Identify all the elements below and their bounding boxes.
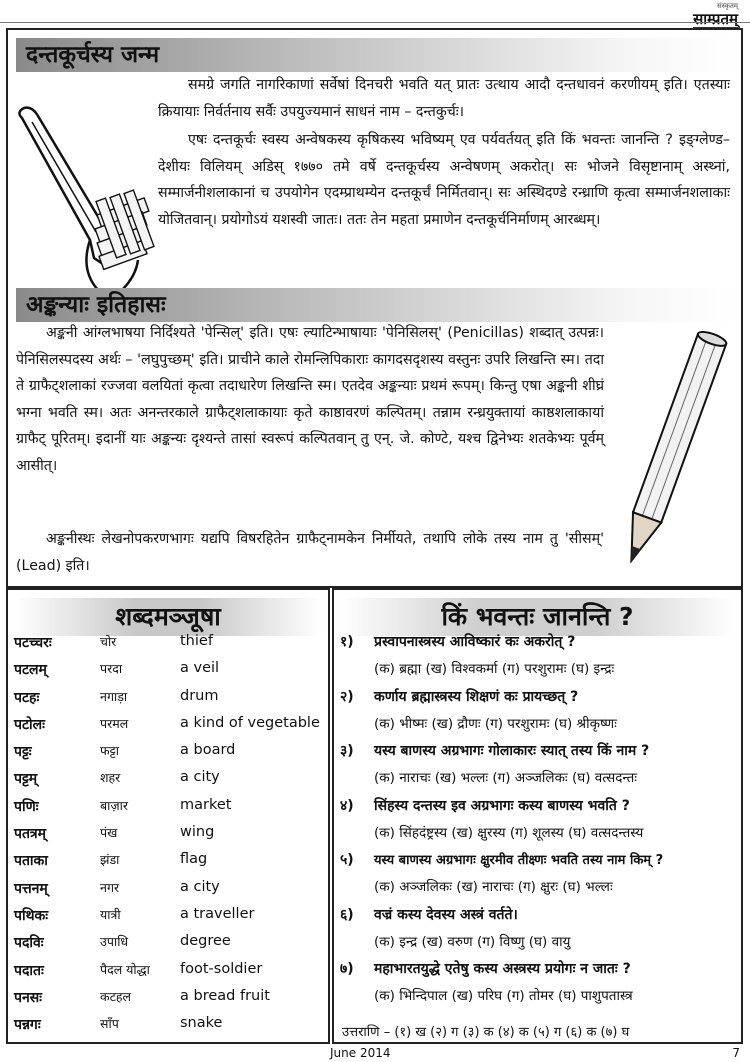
toothbrush-icon — [10, 80, 160, 300]
question-number: ७) — [340, 961, 354, 977]
section1-para2: एषः दन्तकूर्चः स्वस्य अन्वेषकस्य कृषिकस्य भविष्यम् एव पर्यवर्तयत् इति किं भवन्तः जानन्ति ? इङ्ग्लेण्ड–देशीयः विलियम् अडिस् १७७० तमे वर्षे दन्तकूर्चस्य अन्वेषणम् अकरोत्। सः भोजने विसृष्टानाम् अस्थ्नां, सम्मार्जनीशलाकानां च उपयोगेन एदम्प्राथम्येन दन्तकूर्चं निर्मितवान्। सः अस्थिदण्डे रन्ध्राणि कृत्वा सम्मार्जनशलाकाः योजितवान्। प्रयोगोऽयं यशस्वी जातः। ततः तेन महता प्रमाणेन दन्तकूर्चनिर्माणम् आरब्धम्। — [158, 132, 730, 228]
question-text: सिंहस्य दन्तस्य इव अग्रभागः कस्य बाणस्य भवति ? — [374, 797, 630, 814]
quiz-question — [340, 739, 737, 794]
masthead — [693, 2, 738, 28]
page-footer — [0, 1044, 750, 1062]
articles-panel — [6, 28, 743, 588]
quiz-list — [340, 630, 737, 1012]
vocab-word: पट्टम् — [14, 771, 38, 788]
vocab-hindi: फट्टा — [100, 743, 119, 759]
section1-para1: समग्रे जगति नागरिकाणां सर्वेषां दिनचरी भवति यत् प्रातः उत्थाय आदौ दन्तधावनं करणीयम् इति। एतस्याः क्रियायाः निर्वर्तनाय सर्वैः उपयुज्यमानं साधनं नाम – दन्तकुर्चः। — [158, 77, 730, 120]
vocab-hindi: पैदल योद्धा — [100, 961, 150, 977]
vocab-hindi: उपाधि — [100, 934, 129, 950]
vocab-hindi: चोर — [100, 634, 117, 649]
vocab-english: a bread fruit — [180, 987, 270, 1004]
section2-title: अङ्कन्याः इतिहासः — [16, 288, 736, 322]
vocab-word: पदविः — [14, 935, 44, 952]
vocabulary-title: शब्दमञ्जूषा — [14, 598, 322, 636]
vocab-word: पनसः — [14, 989, 43, 1006]
question-number: १) — [340, 634, 354, 650]
vocab-word: पदातः — [14, 962, 44, 979]
vocab-english: a board — [180, 742, 236, 759]
vocab-word: पटहः — [14, 689, 40, 706]
quiz-question — [340, 630, 737, 685]
vocab-hindi: साँप — [100, 1016, 119, 1032]
vocab-hindi: नगाड़ा — [100, 688, 128, 704]
question-text: वज्रं कस्य देवस्य अस्त्रं वर्तते। — [374, 906, 518, 923]
vocab-english: snake — [180, 1015, 223, 1032]
section1-title: दन्तकूर्चस्य जन्म — [16, 38, 736, 72]
vocab-word: पट्टः — [14, 744, 32, 761]
vocab-hindi: नगर — [100, 879, 120, 895]
vocab-english: market — [180, 796, 232, 813]
vocab-word: पटोलः — [14, 716, 45, 733]
question-text: यस्य बाणस्य अग्रभागः गोलाकारः स्यात् तस्य किं नाम ? — [374, 743, 650, 759]
vocab-word: पटलम् — [14, 662, 47, 679]
header-rule — [0, 22, 750, 23]
question-options: (क) सिंहदंष्ट्रस्य (ख) क्षुरस्य (ग) शूलस्य (घ) वत्सदन्तस्य — [374, 824, 644, 841]
pencil-icon — [612, 322, 732, 582]
quiz-question — [340, 957, 737, 1012]
vocab-word: पन्नगः — [14, 1017, 41, 1034]
question-text: महाभारतयुद्धे एतेषु कस्य अस्त्रस्य प्रयोगः न जातः ? — [374, 961, 631, 977]
vocab-word: पताका — [14, 853, 48, 870]
question-number: ६) — [340, 906, 354, 923]
vocab-hindi: शहर — [100, 770, 121, 786]
question-number: २) — [340, 688, 354, 705]
vocab-english: a kind of vegetable — [180, 714, 320, 731]
quiz-box — [332, 588, 743, 1044]
quiz-question — [340, 685, 737, 740]
vocab-hindi: पंख — [100, 825, 118, 841]
question-options: (क) अञ्जलिकः (ख) नाराचः (ग) क्षुरः (घ) भल्लः — [374, 879, 613, 895]
vocab-english: a traveller — [180, 905, 255, 922]
question-options: (क) भिन्दिपाल (ख) परिघ (ग) तोमर (घ) पाशुपतास्त्र — [374, 988, 633, 1004]
vocabulary-box — [6, 588, 330, 1044]
quiz-answers: उत्तराणि – (१) ख (२) ग (३) क (४) क (५) ग (६) क (७) घ — [342, 1025, 630, 1040]
quiz-title: किं भवन्तः जानन्ति ? — [340, 598, 735, 636]
vocab-word: पटच्चरः — [14, 635, 52, 651]
vocab-hindi: झंडा — [100, 852, 120, 868]
vocab-word: पणिः — [14, 798, 39, 815]
vocab-hindi: परमल — [100, 715, 129, 731]
vocab-hindi: बाज़ार — [100, 797, 129, 813]
question-options: (क) ब्रह्मा (ख) विश्वकर्मा (ग) परशुरामः (घ) इन्द्रः — [374, 661, 615, 677]
vocab-english: a veil — [180, 660, 220, 677]
quiz-question — [340, 848, 737, 903]
quiz-question — [340, 903, 737, 958]
masthead-title: साम्प्रतम् — [693, 10, 738, 28]
vocab-english: thief — [180, 633, 213, 649]
vocab-hindi: यात्री — [100, 906, 121, 922]
question-number: ४) — [340, 797, 354, 814]
vocab-hindi: परदा — [100, 661, 123, 677]
vocab-word: पत्तनम् — [14, 880, 48, 897]
vocab-english: degree — [180, 933, 231, 950]
vocab-hindi: कटहल — [100, 988, 132, 1004]
question-options: (क) नाराचः (ख) भल्लः (ग) अञ्जलिकः (घ) वत्सदन्तः — [374, 770, 637, 786]
vocab-word: पतत्रम् — [14, 826, 47, 843]
section2-para2: अङ्कनीस्थः लेखनोपकरणभागः यद्यपि विषरहितेन ग्राफैट्नामकेन निर्मीयते, तथापि लोके तस्य नाम तु 'सीसम्' (Lead) इति। — [16, 531, 604, 574]
question-text: कर्णाय ब्रह्मास्त्रस्य शिक्षणं कः प्रायच्छत् ? — [374, 688, 579, 705]
question-text: प्रस्वापनास्त्रस्य आविष्कारं कः अकरोत् ? — [374, 634, 576, 650]
question-options: (क) इन्द्र (ख) वरुण (ग) विष्णु (घ) वायु — [374, 933, 571, 950]
vocab-english: wing — [180, 824, 215, 841]
page-number: 7 — [732, 1046, 740, 1060]
masthead-small: संस्कृतम् — [716, 2, 738, 10]
vocab-english: a city — [180, 878, 220, 895]
vocab-word: पथिकः — [14, 907, 49, 924]
issue-date: June 2014 — [330, 1046, 391, 1060]
question-text: यस्य बाणस्य अग्रभागः क्षुरमीव तीक्ष्णः भवति तस्य नाम किम् ? — [374, 853, 664, 868]
question-options: (क) भीष्मः (ख) द्रौणः (ग) परशुरामः (घ) श्रीकृष्णः — [374, 715, 617, 732]
vocab-english: drum — [180, 687, 219, 704]
quiz-question — [340, 794, 737, 849]
section2-para1: अङ्कनी आंग्लभाषया निर्दिश्यते 'पेन्सिल्' इति। एषः ल्याटिन्भाषायाः 'पेनिसिलस्' (Penicillas) शब्दात् उत्पन्नः। पेनिसिलस्पदस्य अर्थः – 'लघुपुच्छम्' इति। प्राचीने काले रोमन्लिपिकाराः कागदसदृशस्य वस्तुनः उपरि लिखन्ति स्म। तदा ते ग्राफैट्शलाकां रज्जवा वलयितां कृत्वा तदाधारेण लिखन्ति स्म। एतदेव अङ्कन्याः प्रथमं रूपम्। किन्तु एषा अङ्कनी शीघ्रं भग्ना भवति स्म। अतः अनन्तरकाले ग्राफैट्शलाकायाः कृते काष्ठावरणं कल्पितम्। तन्नाम रन्ध्रयुक्तायां काष्ठशलाकायां ग्राफैट् पूरितम्। इदानीं याः अङ्कन्यः दृश्यन्ते तासां स्वरूपं कल्पितवान् तु एन्. जे. कोण्टे, यश्च द्विनेभ्यः शतकेभ्यः पूर्वम् आसीत्। — [16, 325, 604, 474]
vocab-english: foot-soldier — [180, 960, 263, 977]
vocab-english: a city — [180, 769, 220, 786]
question-number: ३) — [340, 743, 354, 759]
vocab-english: flag — [180, 851, 208, 868]
question-number: ५) — [340, 852, 354, 868]
